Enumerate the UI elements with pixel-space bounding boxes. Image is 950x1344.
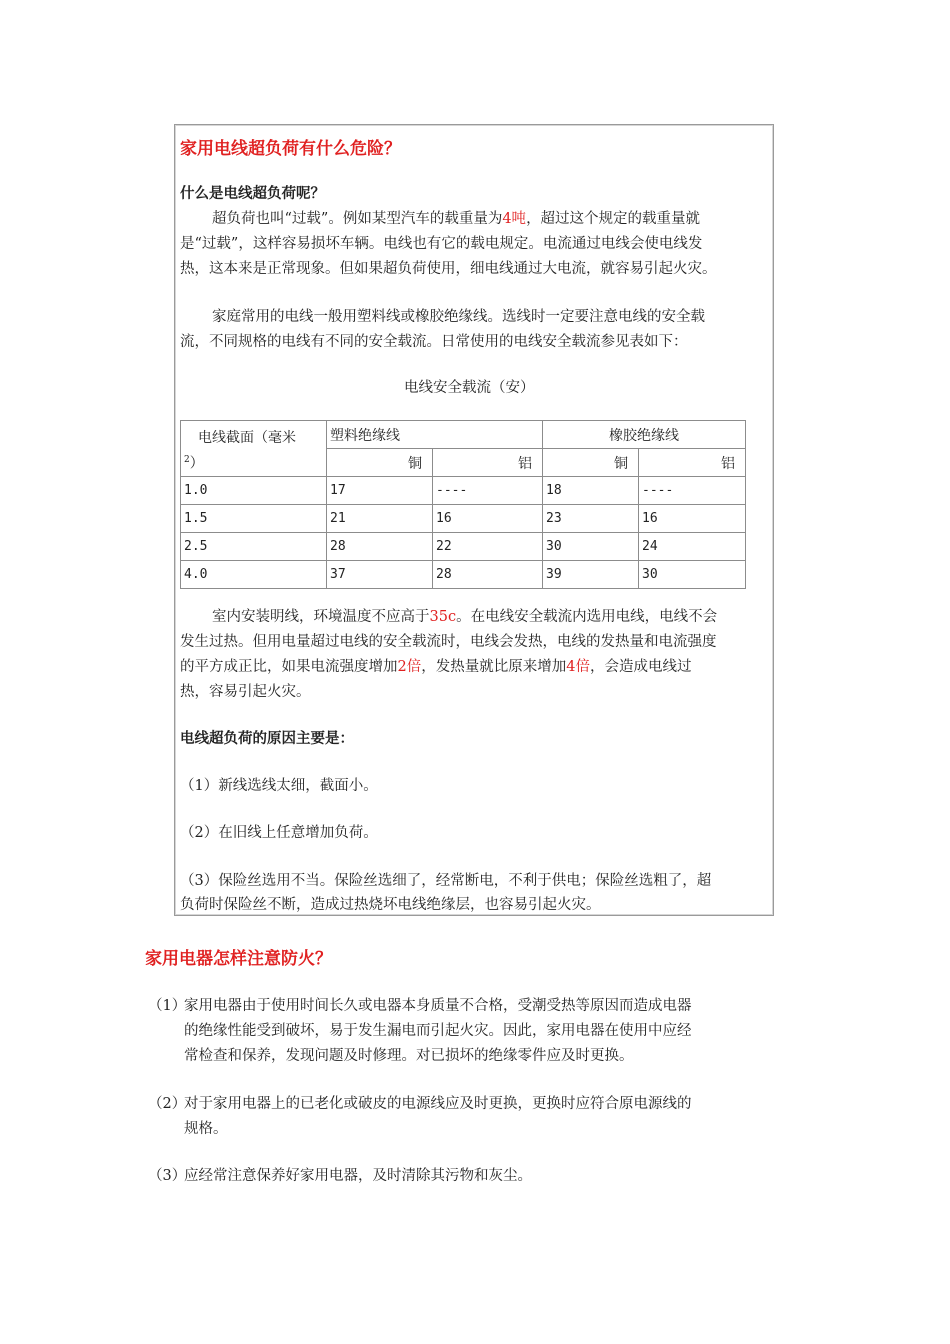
p1-highlight: 4吨 bbox=[502, 211, 527, 227]
p3-line3-text-b: ，发热量就比原来增加 bbox=[421, 659, 567, 675]
reason-3-line2: 负荷时保险丝不断，造成过热烧坏电线绝缘层，也容易引起火灾。 bbox=[180, 897, 601, 913]
p3-line1 bbox=[212, 605, 717, 626]
safe-current-table bbox=[180, 420, 746, 589]
p3-line3-text-c: ，会造成电线过 bbox=[589, 659, 692, 675]
cell: 30 bbox=[639, 561, 746, 589]
cell: 37 bbox=[327, 561, 433, 589]
p3-line4: 热，容易引起火灾。 bbox=[180, 684, 311, 700]
table-row bbox=[181, 505, 746, 533]
p3-line2: 发生过热。但用电量超过电线的安全载流时，电线会发热，电线的发热量和电流强度 bbox=[180, 634, 717, 650]
cell: 1.5 bbox=[181, 505, 327, 533]
table-row bbox=[181, 477, 746, 505]
item2-line2: 规格。 bbox=[184, 1121, 228, 1137]
p3-line1-text-b: 。在电线安全载流内选用电线，电线不会 bbox=[456, 609, 718, 625]
cell: 1.0 bbox=[181, 477, 327, 505]
p3-line3 bbox=[180, 655, 691, 676]
cell: 24 bbox=[639, 533, 746, 561]
p3-highlight-4x: 4倍 bbox=[566, 659, 590, 675]
box-title: 家用电线超负荷有什么危险？ bbox=[180, 139, 401, 159]
p3-line3-text: 的平方成正比，如果电流强度增加 bbox=[180, 659, 398, 675]
p2-line1: 家庭常用的电线一般用塑料线或橡胶绝缘线。选线时一定要注意电线的安全载 bbox=[212, 309, 705, 325]
p3-line1-text: 室内安装明线，环境温度不应高于 bbox=[212, 609, 430, 625]
p2-line2: 流，不同规格的电线有不同的安全载流。日常使用的电线安全载流参见表如下： bbox=[180, 334, 688, 350]
cell: 28 bbox=[433, 561, 543, 589]
cell: ---- bbox=[639, 477, 746, 505]
reason-2: （2）在旧线上任意增加负荷。 bbox=[180, 825, 378, 841]
reason-1: （1）新线选线太细，截面小。 bbox=[180, 778, 378, 794]
item2-num: （2） bbox=[148, 1096, 187, 1112]
cell: 16 bbox=[433, 505, 543, 533]
item1-line3: 常检查和保养，发现问题及时修理。对已损坏的绝缘零件应及时更换。 bbox=[184, 1048, 634, 1064]
p3-temp-highlight: 35c bbox=[429, 609, 457, 625]
plastic-copper-header: 铜 bbox=[327, 449, 433, 477]
cell: 28 bbox=[327, 533, 433, 561]
p1-line1 bbox=[212, 207, 700, 228]
cell: 39 bbox=[543, 561, 639, 589]
cell: 17 bbox=[327, 477, 433, 505]
item1-line1: 家用电器由于使用时间长久或电器本身质量不合格，受潮受热等原因而造成电器 bbox=[184, 998, 692, 1014]
p1-line1-text-b: ，超过这个规定的载重量就 bbox=[526, 211, 701, 227]
plastic-aluminum-header: 铝 bbox=[433, 449, 543, 477]
p1-line1-text: 超负荷也叫“过载”。例如某型汽车的载重量为 bbox=[212, 211, 503, 227]
cell: 16 bbox=[639, 505, 746, 533]
cell: 18 bbox=[543, 477, 639, 505]
table-row bbox=[181, 561, 746, 589]
rubber-copper-header: 铜 bbox=[543, 449, 639, 477]
cell: 4.0 bbox=[181, 561, 327, 589]
table-caption: 电线安全载流（安） bbox=[404, 380, 535, 396]
item1-line2: 的绝缘性能受到破坏，易于发生漏电而引起火灾。因此，家用电器在使用中应经 bbox=[184, 1023, 692, 1039]
q1-heading: 什么是电线超负荷呢？ bbox=[180, 185, 325, 202]
col-section-sup: 2 bbox=[184, 455, 190, 465]
cell: 21 bbox=[327, 505, 433, 533]
item3-num: （3） bbox=[148, 1168, 187, 1184]
cell: ---- bbox=[433, 477, 543, 505]
cell: 2.5 bbox=[181, 533, 327, 561]
q2-heading: 电线超负荷的原因主要是： bbox=[180, 730, 354, 747]
table-row bbox=[181, 533, 746, 561]
plastic-header: 塑料绝缘线 bbox=[327, 421, 543, 449]
item2-line1: 对于家用电器上的已老化或破皮的电源线应及时更换，更换时应符合原电源线的 bbox=[184, 1096, 692, 1112]
rubber-header: 橡胶绝缘线 bbox=[543, 421, 746, 449]
cell: 30 bbox=[543, 533, 639, 561]
rubber-aluminum-header: 铝 bbox=[639, 449, 746, 477]
cell: 23 bbox=[543, 505, 639, 533]
p1-line2: 是“过载”，这样容易损坏车辆。电线也有它的载电规定。电流通过电线会使电线发 bbox=[180, 236, 703, 252]
section2-title: 家用电器怎样注意防火？ bbox=[145, 949, 332, 969]
cell: 22 bbox=[433, 533, 543, 561]
item3-line1: 应经常注意保养好家用电器，及时清除其污物和灰尘。 bbox=[184, 1168, 532, 1184]
col-section-header bbox=[181, 421, 327, 477]
item1-num: （1） bbox=[148, 998, 187, 1014]
p3-highlight-2x: 2倍 bbox=[397, 659, 422, 675]
reason-3-line1: （3）保险丝选用不当。保险丝选细了，经常断电，不利于供电；保险丝选粗了，超 bbox=[180, 873, 712, 889]
p1-line3: 热，这本来是正常现象。但如果超负荷使用，细电线通过大电流，就容易引起火灾。 bbox=[180, 261, 717, 277]
col-section-label: 电线截面（毫米 bbox=[198, 430, 296, 446]
col-section-close: ） bbox=[189, 455, 204, 472]
